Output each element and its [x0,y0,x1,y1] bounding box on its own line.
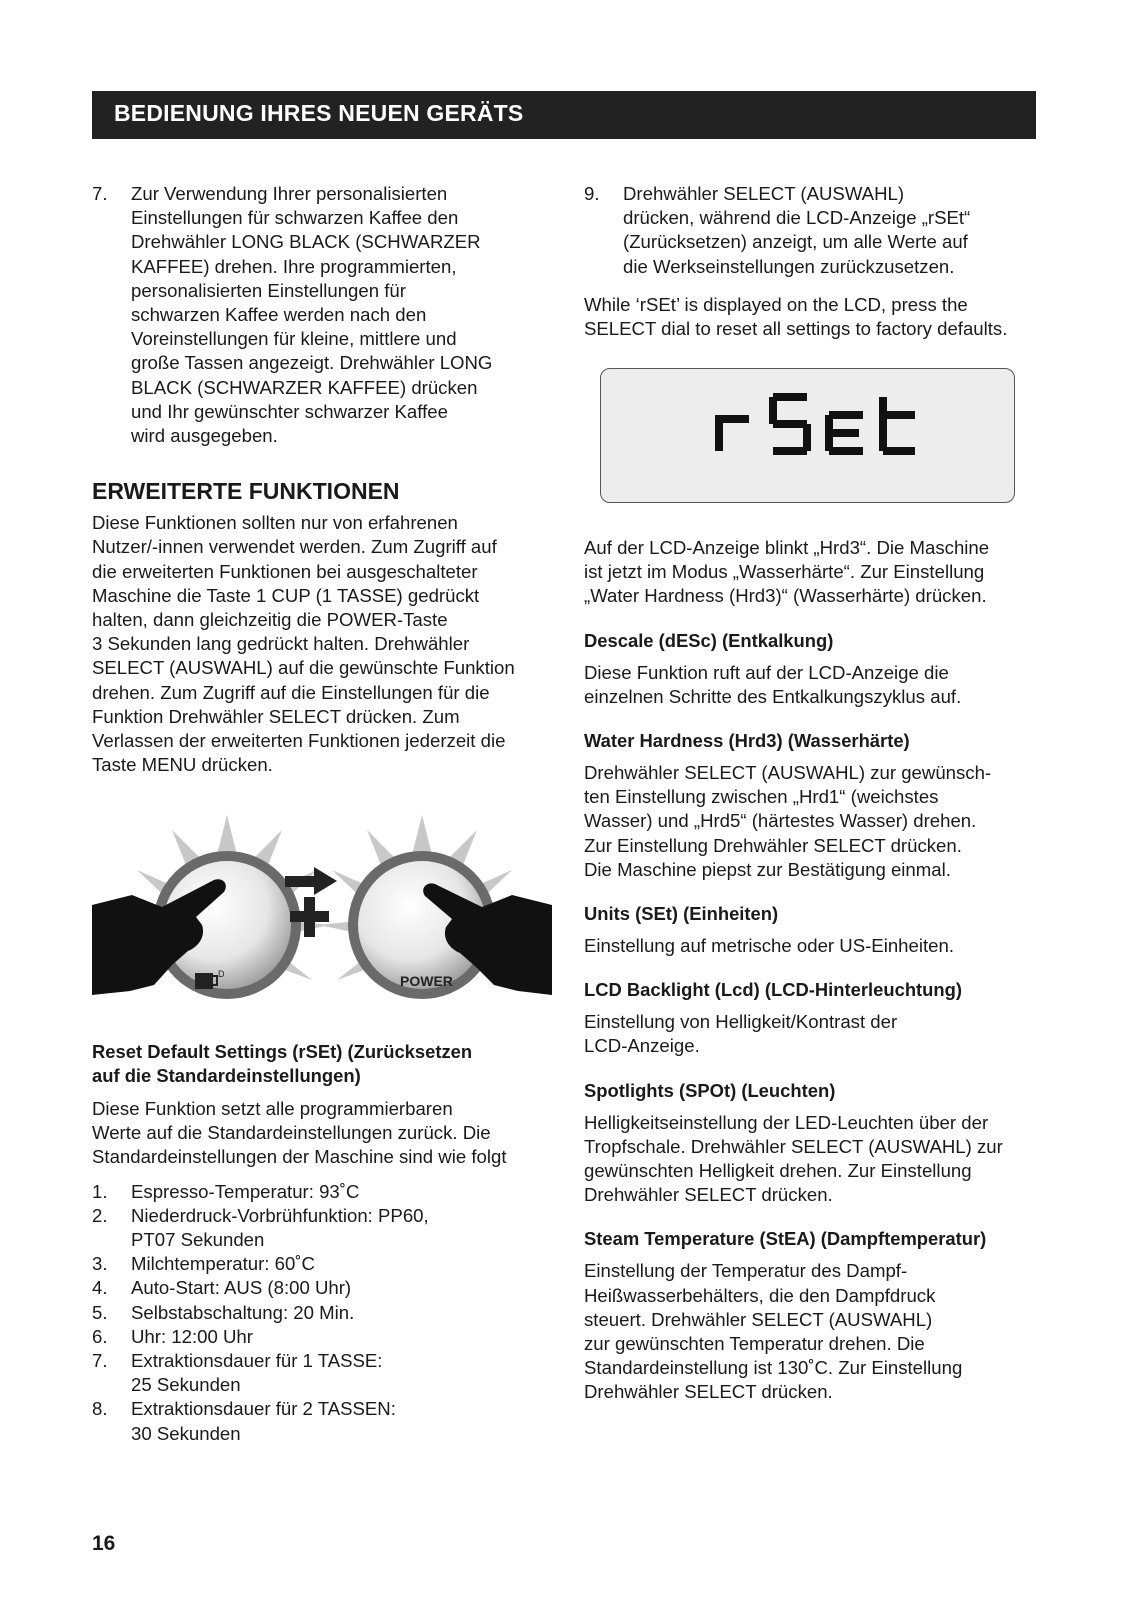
function-title-lcd-backlight: LCD Backlight (Lcd) (LCD-Hinterleuchtung) [584,979,963,1001]
reset-paragraph: Diese Funktion setzt alle programmierbaren Werte auf die Standardeinstellungen zurück. Die Standardeinstellungen der Maschine sind wie folgt [92,1098,507,1168]
function-title-units: Units (SEt) (Einheiten) [584,903,779,925]
left-column [92,182,562,777]
function-title-descale: Descale (dESc) (Entkalkung) [584,629,834,651]
header-bar [92,91,1036,139]
hrd-paragraph: Auf der LCD-Anzeige blinkt „Hrd3“. Die Maschine ist jetzt im Modus „Wasserhärte“. Zur Einstellung „Water Hardness (Hrd3)“ (Wasserhärte) drücken. [584,537,990,607]
section-title: ERWEITERTE FUNKTIONEN [92,478,400,505]
list-item: 6. Uhr: 12:00 Uhr [92,1325,253,1347]
lcd-segments [601,369,1014,502]
step-list [584,182,1044,279]
list-item: 7. Extraktionsdauer für 1 TASSE: 25 Sekunden [92,1350,383,1396]
function-text-units: Einstellung auf metrische oder US-Einheiten. [584,935,955,957]
function-text-spotlights: Helligkeitseinstellung der LED-Leuchten über der Tropfschale. Drehwähler SELECT (AUSWAHL) zur gewünschten Helligkeit drehen. Zur Einstellung Drehwähler SELECT drücken. [584,1111,1003,1206]
english-instruction: While ‘rSEt’ is displayed on the LCD, press the SELECT dial to reset all settings to factory defaults. [584,293,1008,340]
function-title-steam-temperature: Steam Temperature (StEA) (Dampftemperatur) [584,1228,987,1250]
list-item: 5. Selbstabschaltung: 20 Min. [92,1301,355,1323]
illustration-svg [92,815,552,1015]
right-column [584,182,1044,341]
list-text: Zur Verwendung Ihrer personalisierten Einstellungen für schwarzen Kaffee den Drehwähler LONG BLACK (SCHWARZER KAFFEE) drehen. Ihre programmierten, personalisierten Einstellungen für schwarzen Kaffee werden nach den Voreinstellungen für kleine, mittlere und große Tassen angezeigt. Drehwähler LONG BLACK (SCHWARZER KAFFEE) drücken und Ihr gewünschter schwarzer Kaffee wird ausgegeben. [131,183,493,447]
right-functions [584,536,1044,1405]
page-number: 16 [92,1532,116,1555]
list-number: 9. [584,183,600,204]
list-item-7 [92,182,562,448]
intro-list [92,182,562,448]
reset-section [92,1040,562,1446]
power-label: POWER [400,973,453,989]
list-text: Drehwähler SELECT (AUSWAHL) drücken, während die LCD-Anzeige „rSEt“ (Zurücksetzen) anzeigt, um alle Werte auf die Werkseinstellungen zurückzusetzen. [623,183,971,277]
function-title-water-hardness: Water Hardness (Hrd3) (Wasserhärte) [584,730,910,752]
button-press-illustration [92,815,552,1015]
function-text-steam-temperature: Einstellung der Temperatur des Dampf- Heißwasserbehälters, die den Dampfdruck steuert. Drehwähler SELECT (AUSWAHL) zur gewünschten Temperatur drehen. Die Standardeinstellung ist 130˚C. Zur Einstellung Drehwähler SELECT drücken. [584,1260,963,1403]
lcd-display [600,368,1015,503]
page-header-title: BEDIENUNG IHRES NEUEN GERÄTS [114,100,524,126]
svg-text:D: D [218,969,225,979]
list-item: 4. Auto-Start: AUS (8:00 Uhr) [92,1277,352,1299]
list-item: 1. Espresso-Temperatur: 93˚C [92,1180,360,1202]
function-text-lcd-backlight: Einstellung von Helligkeit/Kontrast der LCD-Anzeige. [584,1011,898,1057]
list-item: 2. Niederdruck-Vorbrühfunktion: PP60, PT07 Sekunden [92,1204,429,1251]
section-paragraph: Diese Funktionen sollten nur von erfahrenen Nutzer/-innen verwendet werden. Zum Zugriff auf die erweiterten Funktionen bei ausgeschalteter Maschine die Taste 1 CUP (1 TASSE) gedrückt halten, dann gleichzeitig die POWER-Taste 3 Sekunden lang gedrückt halten. Drehwähler SELECT (AUSWAHL) auf die gewünschte Funktion drehen. Zum Zugriff auf die Einstellungen für die Funktion Drehwähler SELECT drücken. Zum Verlassen der erweiterten Funktionen jederzeit die Taste MENU drücken. [92,512,515,776]
defaults-list [92,1180,562,1446]
reset-title: Reset Default Settings (rSEt) (Zurücksetzen auf die Standardeinstellungen) [92,1041,473,1086]
list-item: 3. Milchtemperatur: 60˚C [92,1253,315,1275]
list-number: 7. [92,183,108,204]
list-item: 8. Extraktionsdauer für 2 TASSEN: 30 Sekunden [92,1398,396,1444]
function-text-water-hardness: Drehwähler SELECT (AUSWAHL) zur gewünsch- ten Einstellung zwischen „Hrd1“ (weichstes Wasser) und „Hrd5“ (härtestes Wasser) drehen. Zur Einstellung Drehwähler SELECT drücken. Die Maschine piepst zur Bestätigung einmal. [584,762,992,880]
lcd-text: rSEt [806,489,808,490]
list-item-9 [584,182,1044,279]
function-text-descale: Diese Funktion ruft auf der LCD-Anzeige die einzelnen Schritte des Entkalkungszyklus auf. [584,661,962,707]
function-title-spotlights: Spotlights (SPOt) (Leuchten) [584,1079,836,1101]
